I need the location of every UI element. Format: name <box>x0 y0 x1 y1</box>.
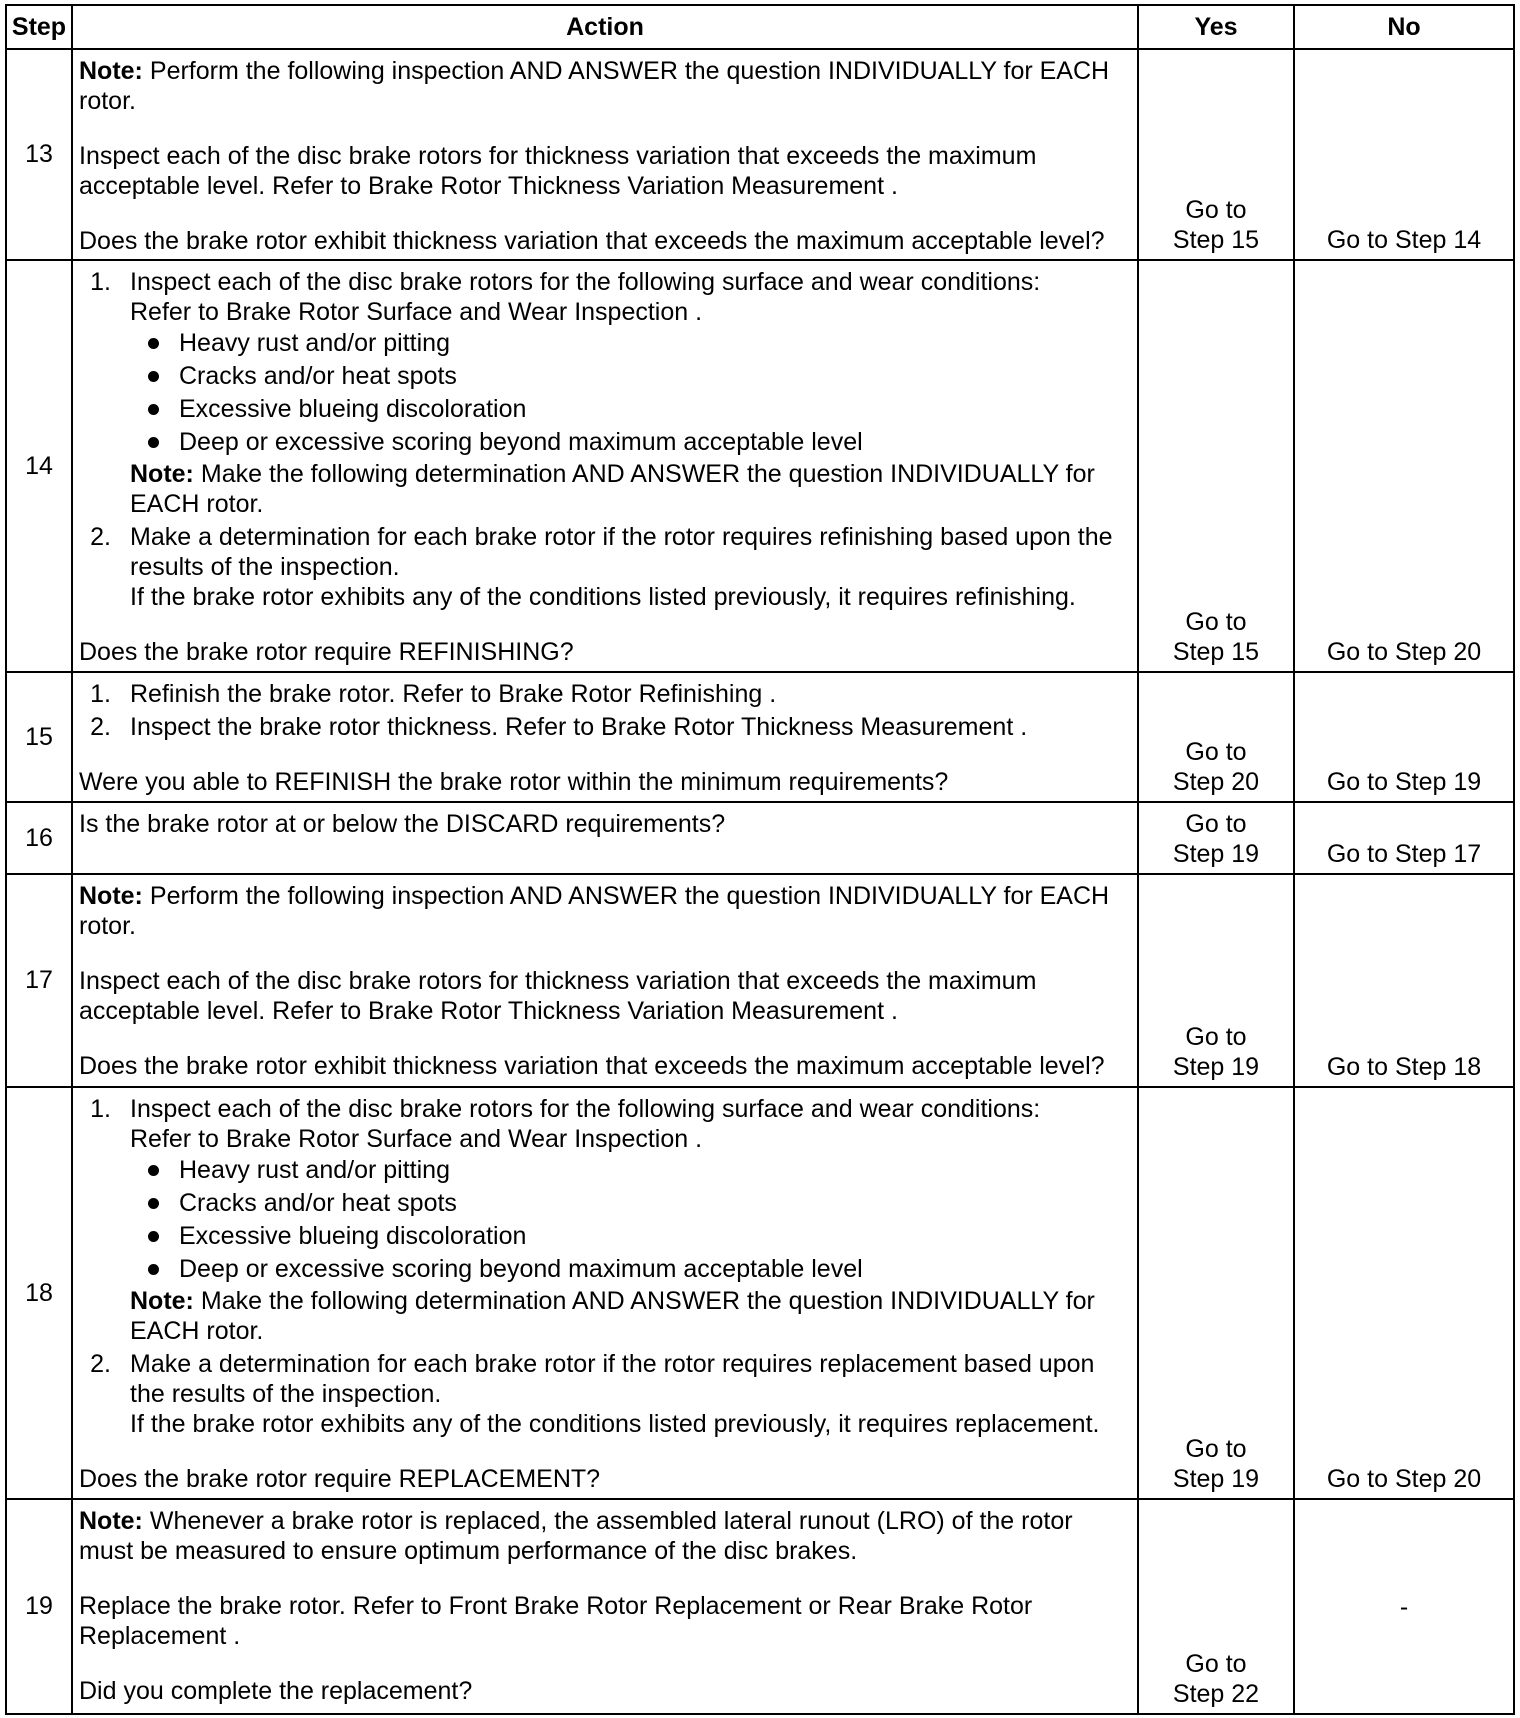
bullet-icon <box>148 404 159 415</box>
bullet-item <box>130 1187 1131 1220</box>
numbered-step <box>79 1349 1131 1439</box>
spacer <box>79 742 1131 767</box>
step-number-cell: 17 <box>7 875 73 1088</box>
bullet-text: Heavy rust and/or pitting <box>179 1156 450 1184</box>
note-line <box>79 1506 1131 1536</box>
yes-goto-text: Go to <box>1185 608 1247 636</box>
numbered-step <box>79 267 1131 519</box>
yes-goto-text: Go to <box>1185 1435 1247 1463</box>
step-item-text: If the brake rotor exhibits any of the conditions listed previously, it requires replacement. <box>130 1410 1100 1438</box>
yes-cell <box>1139 1088 1295 1500</box>
instruction-text: Replace the brake rotor. Refer to Front Brake Rotor Replacement or Rear Brake Rotor <box>79 1592 1033 1620</box>
question-text: Does the brake rotor exhibit thickness variation that exceeds the maximum acceptable level? <box>79 227 1105 255</box>
numbered-step <box>79 522 1131 612</box>
yes-step-text: Step 19 <box>1172 840 1260 868</box>
no-goto-text: Go to Step 18 <box>1326 1053 1482 1081</box>
note-text: Make the following determination AND ANSWER the question INDIVIDUALLY for <box>200 460 1095 488</box>
bullet-item <box>130 426 1131 459</box>
bullet-text: Excessive blueing discoloration <box>179 395 527 423</box>
spacer <box>79 612 1131 637</box>
note-text: rotor. <box>79 912 136 940</box>
instruction-text: Inspect each of the disc brake rotors for thickness variation that exceeds the maximum <box>79 967 1037 995</box>
instruction-text: Inspect each of the disc brake rotors for thickness variation that exceeds the maximum <box>79 142 1037 170</box>
bullet-item <box>130 1253 1131 1286</box>
no-cell <box>1295 875 1515 1088</box>
yes-goto-text: Go to <box>1185 738 1247 766</box>
bullet-item <box>130 393 1131 426</box>
step-item-text: Make a determination for each brake rotor if the rotor requires refinishing based upon the <box>130 523 1113 551</box>
header-yes: Yes <box>1139 6 1295 50</box>
question-text: Does the brake rotor exhibit thickness variation that exceeds the maximum acceptable level? <box>79 1052 1105 1080</box>
step-number-cell: 16 <box>7 803 73 875</box>
yes-step-text: Step 19 <box>1172 1465 1260 1493</box>
note-label: Note: <box>79 1507 143 1535</box>
step-item-number: 2. <box>90 523 111 551</box>
step-item-text: Refinish the brake rotor. Refer to Brake Rotor Refinishing . <box>130 680 777 708</box>
question-text: Is the brake rotor at or below the DISCARD requirements? <box>79 810 726 838</box>
action-cell <box>73 1088 1139 1500</box>
step-number-cell: 13 <box>7 50 73 261</box>
no-goto-text: Go to Step 20 <box>1326 1465 1482 1493</box>
bullet-item <box>130 327 1131 360</box>
bullet-item <box>130 360 1131 393</box>
step-item-number: 1. <box>90 268 111 296</box>
note-label: Note: <box>79 882 143 910</box>
step-item-number: 2. <box>90 1350 111 1378</box>
bullet-text: Cracks and/or heat spots <box>179 1189 457 1217</box>
step-number-cell: 18 <box>7 1088 73 1500</box>
question-text: Did you complete the replacement? <box>79 1677 473 1705</box>
note-text: must be measured to ensure optimum performance of the disc brakes. <box>79 1537 858 1565</box>
action-cell <box>73 50 1139 261</box>
step-item-text: Inspect each of the disc brake rotors for the following surface and wear conditions: <box>130 1095 1041 1123</box>
bullet-icon <box>148 371 159 382</box>
note-line <box>130 1286 1131 1316</box>
no-goto-text: Go to Step 14 <box>1326 226 1482 254</box>
step-number-cell: 19 <box>7 1500 73 1715</box>
note-label: Note: <box>79 57 143 85</box>
yes-goto-text: Go to <box>1185 196 1247 224</box>
bullet-text: Deep or excessive scoring beyond maximum acceptable level <box>179 1255 863 1283</box>
bullet-text: Excessive blueing discoloration <box>179 1222 527 1250</box>
bullet-icon <box>148 338 159 349</box>
question-text: Does the brake rotor require REFINISHING? <box>79 638 574 666</box>
bullet-icon <box>148 1165 159 1176</box>
yes-cell <box>1139 50 1295 261</box>
yes-cell <box>1139 261 1295 673</box>
yes-step-text: Step 15 <box>1172 226 1260 254</box>
numbered-step <box>79 1094 1131 1346</box>
note-text: EACH rotor. <box>130 490 264 518</box>
note-line <box>79 881 1131 911</box>
note-text: Perform the following inspection AND ANSWER the question INDIVIDUALLY for EACH <box>149 57 1110 85</box>
diagnostic-table <box>5 4 1515 1715</box>
step-item-text: Make a determination for each brake rotor if the rotor requires replacement based upon <box>130 1350 1095 1378</box>
yes-goto-text: Go to <box>1185 1023 1247 1051</box>
no-goto-text: Go to Step 20 <box>1326 638 1482 666</box>
no-cell <box>1295 261 1515 673</box>
step-item-text: results of the inspection. <box>130 553 400 581</box>
no-cell <box>1295 50 1515 261</box>
spacer <box>79 941 1131 966</box>
step-number-cell: 14 <box>7 261 73 673</box>
bullet-item <box>130 1154 1131 1187</box>
step-item-number: 1. <box>90 680 111 708</box>
step-item-text: Inspect the brake rotor thickness. Refer to Brake Rotor Thickness Measurement . <box>130 713 1028 741</box>
bullet-icon <box>148 1264 159 1275</box>
step-number-cell: 15 <box>7 673 73 803</box>
instruction-text: acceptable level. Refer to Brake Rotor Thickness Variation Measurement . <box>79 172 898 200</box>
spacer <box>79 1651 1131 1676</box>
action-cell <box>73 1500 1139 1715</box>
numbered-step <box>79 679 1131 709</box>
no-cell <box>1295 1500 1515 1715</box>
no-goto-text: - <box>1399 1592 1409 1621</box>
instruction-text: Replacement . <box>79 1622 241 1650</box>
note-label: Note: <box>130 1287 194 1315</box>
yes-step-text: Step 19 <box>1172 1053 1260 1081</box>
no-goto-text: Go to Step 19 <box>1326 768 1482 796</box>
note-text: Make the following determination AND ANSWER the question INDIVIDUALLY for <box>200 1287 1095 1315</box>
header-no: No <box>1295 6 1515 50</box>
bullet-icon <box>148 437 159 448</box>
action-cell <box>73 875 1139 1088</box>
spacer <box>79 201 1131 226</box>
note-line <box>130 459 1131 489</box>
note-line <box>79 56 1131 86</box>
action-cell <box>73 673 1139 803</box>
note-text: Whenever a brake rotor is replaced, the assembled lateral runout (LRO) of the rotor <box>149 1507 1073 1535</box>
numbered-step <box>79 712 1131 742</box>
question-text: Does the brake rotor require REPLACEMENT? <box>79 1465 601 1493</box>
step-item-number: 1. <box>90 1095 111 1123</box>
yes-cell <box>1139 1500 1295 1715</box>
bullet-item <box>130 1220 1131 1253</box>
note-text: EACH rotor. <box>130 1317 264 1345</box>
yes-cell <box>1139 803 1295 875</box>
instruction-text: acceptable level. Refer to Brake Rotor Thickness Variation Measurement . <box>79 997 898 1025</box>
bullet-text: Heavy rust and/or pitting <box>179 329 450 357</box>
note-text: rotor. <box>79 87 136 115</box>
bullet-icon <box>148 1198 159 1209</box>
spacer <box>79 1566 1131 1591</box>
note-text: Perform the following inspection AND ANSWER the question INDIVIDUALLY for EACH <box>149 882 1110 910</box>
yes-step-text: Step 22 <box>1172 1680 1260 1708</box>
step-item-text: Inspect each of the disc brake rotors for the following surface and wear conditions: <box>130 268 1041 296</box>
question-text: Were you able to REFINISH the brake rotor within the minimum requirements? <box>79 768 949 796</box>
action-cell <box>73 261 1139 673</box>
note-label: Note: <box>130 460 194 488</box>
bullet-text: Cracks and/or heat spots <box>179 362 457 390</box>
step-item-text: the results of the inspection. <box>130 1380 442 1408</box>
spacer <box>79 116 1131 141</box>
no-cell <box>1295 673 1515 803</box>
yes-goto-text: Go to <box>1185 810 1247 838</box>
yes-goto-text: Go to <box>1185 1650 1247 1678</box>
action-cell <box>73 803 1139 875</box>
step-item-text: Refer to Brake Rotor Surface and Wear Inspection . <box>130 1125 703 1153</box>
yes-cell <box>1139 673 1295 803</box>
no-cell <box>1295 1088 1515 1500</box>
step-item-number: 2. <box>90 713 111 741</box>
bullet-text: Deep or excessive scoring beyond maximum acceptable level <box>179 428 863 456</box>
spacer <box>79 1439 1131 1464</box>
step-item-text: If the brake rotor exhibits any of the conditions listed previously, it requires refinishing. <box>130 583 1076 611</box>
no-cell <box>1295 803 1515 875</box>
yes-cell <box>1139 875 1295 1088</box>
yes-step-text: Step 15 <box>1172 638 1260 666</box>
yes-step-text: Step 20 <box>1172 768 1260 796</box>
no-goto-text: Go to Step 17 <box>1326 840 1482 868</box>
spacer <box>79 1026 1131 1051</box>
header-step: Step <box>7 6 73 50</box>
bullet-icon <box>148 1231 159 1242</box>
header-action: Action <box>73 6 1139 50</box>
step-item-text: Refer to Brake Rotor Surface and Wear Inspection . <box>130 298 703 326</box>
